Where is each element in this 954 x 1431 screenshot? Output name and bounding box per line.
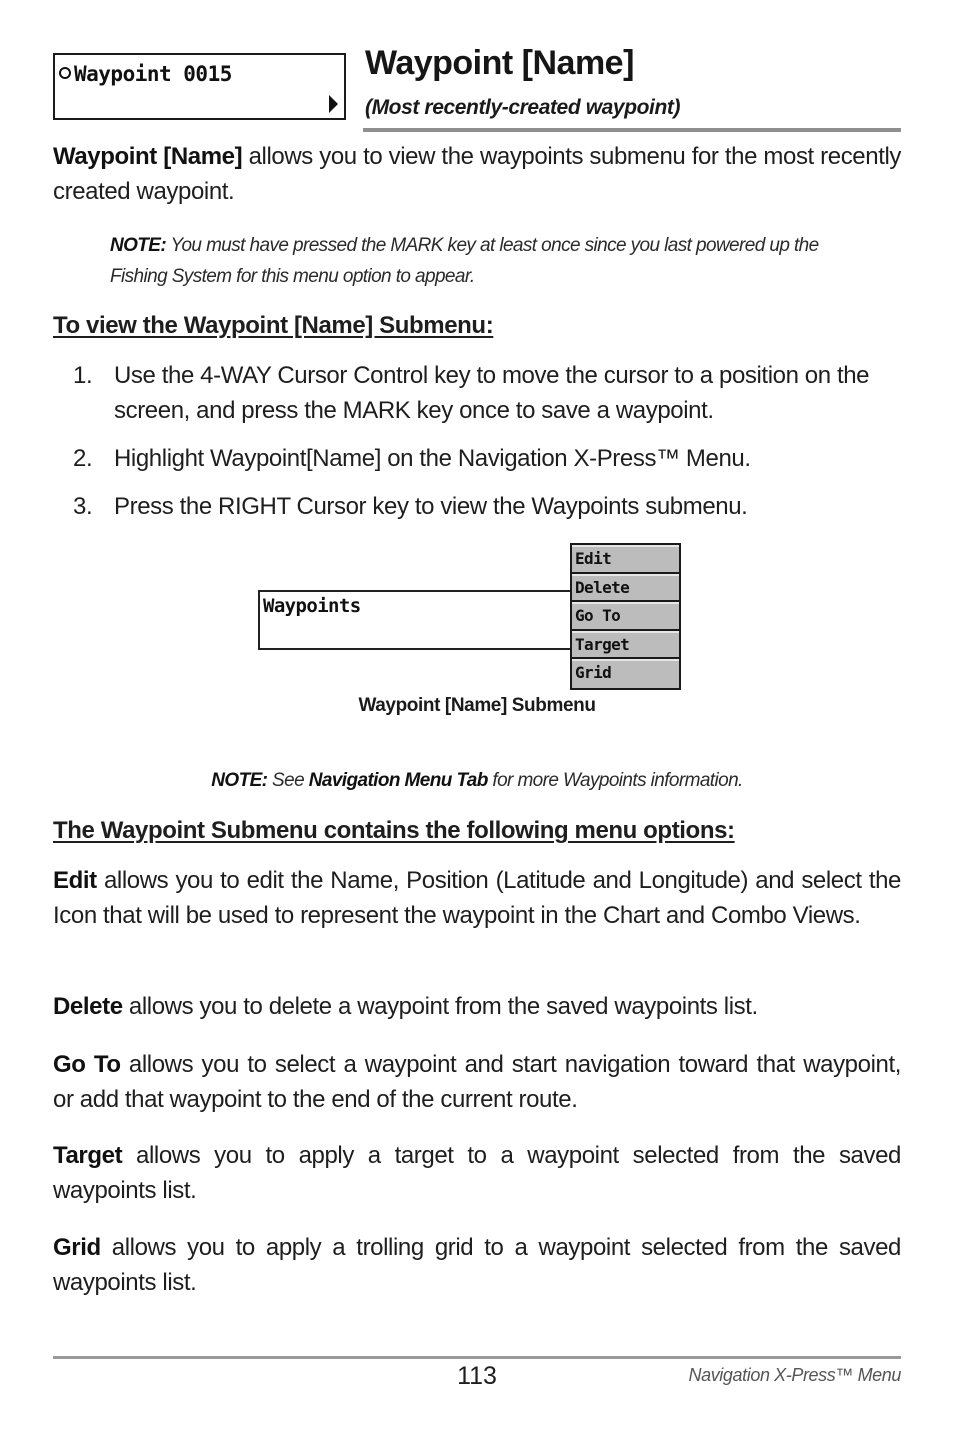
option-delete: Delete allows you to delete a waypoint from the saved waypoints list. — [53, 993, 758, 1020]
right-arrow-icon — [329, 95, 338, 113]
procedure-step: 1. Use the 4-WAY Cursor Control key to move the cursor to a position on the screen, and press the MARK key once to save a waypoint. — [73, 362, 870, 424]
options-heading: The Waypoint Submenu contains the following menu options: — [53, 817, 735, 844]
page-number: 113 — [457, 1362, 497, 1390]
waypoints-menu-label: Waypoints — [263, 595, 361, 617]
procedure-step: 3. Press the RIGHT Cursor key to view the Waypoints submenu. — [73, 493, 748, 520]
option-go-to: Go To allows you to select a waypoint and start navigation toward that waypoint, or add that waypoint to the end of the current route. — [53, 1051, 901, 1113]
option-target: Target allows you to apply a target to a waypoint selected from the saved waypoints list. — [53, 1142, 901, 1204]
submenu-item-edit: Edit — [572, 545, 679, 574]
page-subtitle: (Most recently-created waypoint) — [365, 96, 681, 119]
procedure-step: 2. Highlight Waypoint[Name] on the Navigation X-Press™ Menu. — [73, 445, 751, 472]
footer-section-title: Navigation X-Press™ Menu — [688, 1365, 901, 1385]
waypoint-menu-label: Waypoint 0015 — [59, 62, 232, 86]
note-navigation-tab: NOTE: See Navigation Menu Tab for more Waypoints information. — [211, 770, 743, 791]
procedure-heading: To view the Waypoint [Name] Submenu: — [53, 312, 494, 339]
waypoint-icon — [59, 67, 71, 79]
navigation-menu-tab-reference: Navigation Menu Tab — [308, 770, 488, 791]
figure-caption: Waypoint [Name] Submenu — [358, 695, 596, 716]
intro-paragraph: Waypoint [Name] allows you to view the waypoints submenu for the most recently created waypoint. — [53, 143, 901, 205]
submenu-item-delete: Delete — [572, 574, 679, 603]
footer-divider — [53, 1356, 901, 1359]
option-edit: Edit allows you to edit the Name, Position (Latitude and Longitude) and select the Icon that will be used to represent the waypoint in the Chart and Combo Views. — [53, 867, 901, 929]
waypoint-menu-screenshot — [53, 53, 346, 120]
submenu-item-target: Target — [572, 631, 679, 660]
waypoint-submenu — [570, 543, 681, 690]
submenu-item-grid: Grid — [572, 659, 679, 688]
intro-term: Waypoint [Name] — [53, 143, 243, 170]
note-mark-key: NOTE: You must have pressed the MARK key at least once since you last powered up the Fishing System for this menu option to appear. — [110, 235, 819, 287]
option-grid: Grid allows you to apply a trolling grid to a waypoint selected from the saved waypoints list. — [53, 1234, 901, 1296]
waypoints-menu-item — [258, 590, 570, 650]
page-title: Waypoint [Name] — [365, 44, 634, 82]
title-divider — [363, 128, 901, 132]
submenu-item-go-to: Go To — [572, 602, 679, 631]
